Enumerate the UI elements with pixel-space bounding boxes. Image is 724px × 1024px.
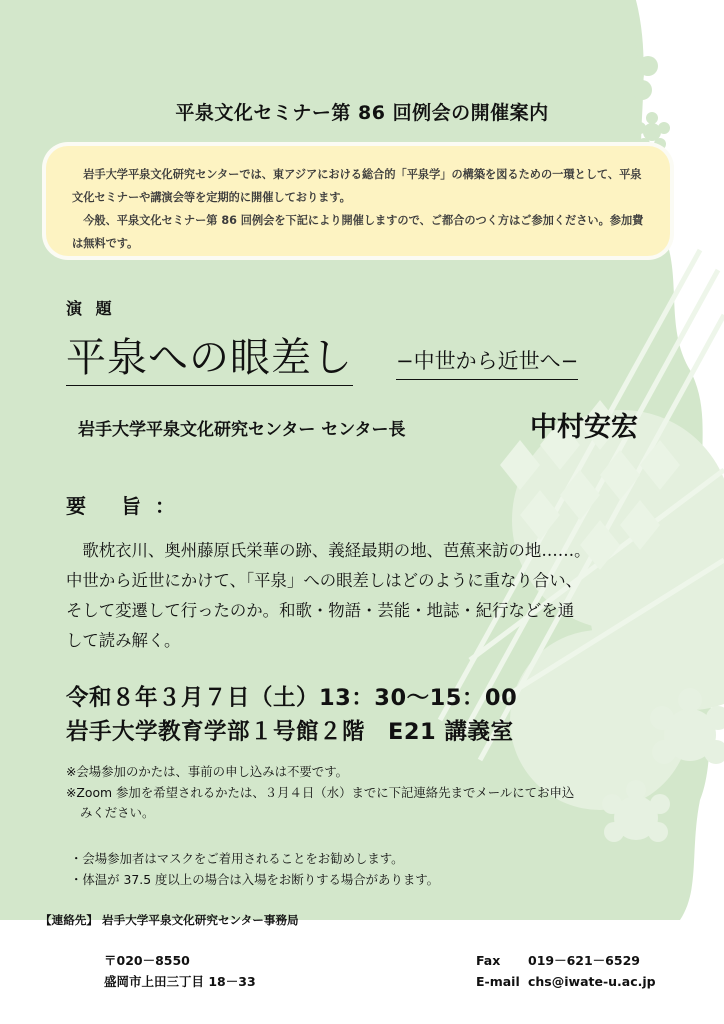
summary-line: そして変遷して行ったのか。和歌・物語・芸能・地誌・紀行などを通 <box>66 601 575 620</box>
note-zoom-continued: みください。 <box>80 805 155 820</box>
street-address: 盛岡市上田三丁目 18－33 <box>104 974 256 989</box>
notes <box>66 762 666 824</box>
contact-label: 【連絡先】 岩手大学平泉文化研究センター事務局 <box>40 913 299 927</box>
summary-label: 要 旨： <box>66 494 189 518</box>
summary-line: 中世から近世にかけて、「平泉」への眼差しはどのように重なり合い、 <box>66 571 582 590</box>
summary-text <box>66 536 666 656</box>
fax-number: 019－621－6529 <box>528 953 640 968</box>
summary-line: して読み解く。 <box>66 631 181 650</box>
intro-text <box>72 163 652 255</box>
postal-code: 〒020－8550 <box>104 953 190 968</box>
note-zoom: ※Zoom 参加を希望されるかたは、３月４日（水）までに下記連絡先までメールにてお申込 <box>66 784 575 800</box>
email-address[interactable]: chs@iwate-u.ac.jp <box>528 974 656 989</box>
event-venue: 岩手大学教育学部１号館２階 E21 講義室 <box>66 719 514 745</box>
summary-line: 歌枕衣川、奥州藤原氏栄華の跡、義経最期の地、芭蕉来訪の地……。 <box>66 541 591 560</box>
fax-label: Fax <box>476 953 501 968</box>
precaution-mask: ・会場参加者はマスクをご着用されることをお勧めします。 <box>70 851 404 866</box>
lecture-label: 演 題 <box>66 299 116 318</box>
note-in-person: ※会場参加のかたは、事前の申し込みは不要です。 <box>66 764 348 779</box>
email-label: E-mail <box>476 974 520 989</box>
page-heading: 平泉文化セミナー第 86 回例会の開催案内 <box>175 102 549 124</box>
speaker-name: 中村安宏 <box>530 412 638 443</box>
precautions-list <box>70 848 439 890</box>
lecture-subtitle: −中世から近世へ− <box>396 345 578 380</box>
intro-paragraph-1: 岩手大学平泉文化研究センターでは、東アジアにおける総合的「平泉学」の構築を図るための一環として、平泉文化セミナーや講演会等を定期的に開催しております。 <box>72 168 642 204</box>
speaker-affiliation: 岩手大学平泉文化研究センター センター長 <box>78 420 406 440</box>
intro-paragraph-2: 今般、平泉文化セミナー第 86 回例会を下記により開催しますので、ご都合のつく方はご参加ください。参加費は無料です。 <box>72 214 644 250</box>
event-datetime: 令和８年３月７日（土）13：30〜15：00 <box>66 685 518 711</box>
contact-address <box>104 950 256 992</box>
lecture-title: 平泉への眼差し <box>66 326 353 386</box>
precaution-temperature: ・体温が 37.5 度以上の場合は入場をお断りする場合があります。 <box>70 872 440 887</box>
contact-details <box>476 950 656 992</box>
